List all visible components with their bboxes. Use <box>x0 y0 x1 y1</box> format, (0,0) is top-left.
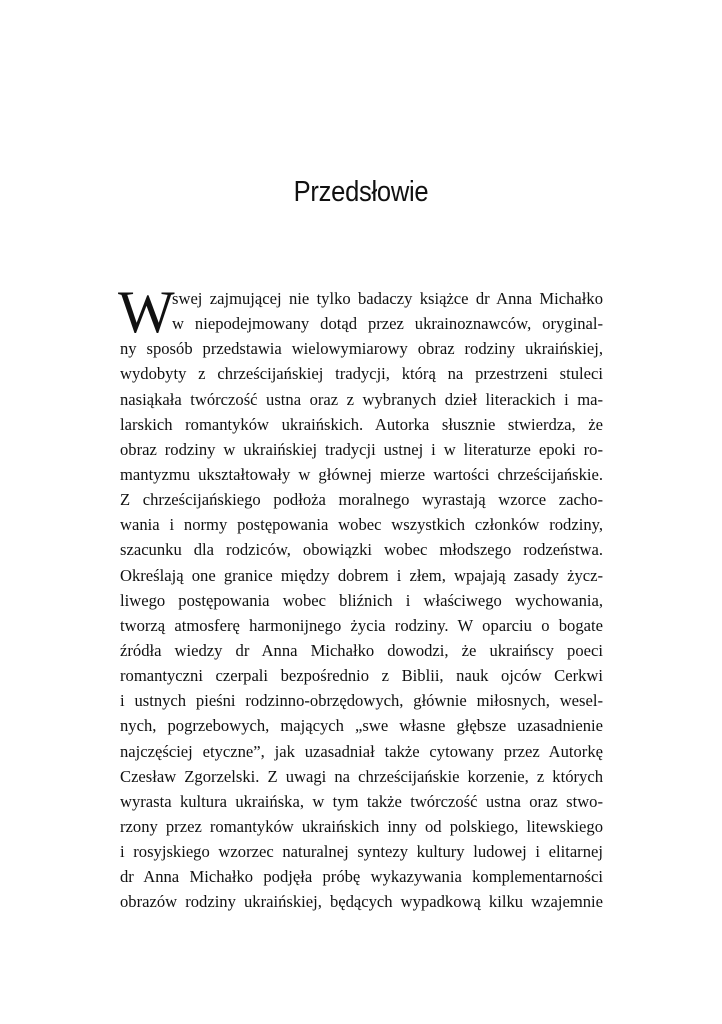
text-line: wania i normy postępowania wobec wszystkich członków rodziny, <box>120 515 603 535</box>
text-line: liwego postępowania wobec bliźnich i właściwego wychowania, <box>120 590 603 610</box>
text-line: mantyzmu ukształtowały w głównej mierze wartości chrześcijańskie. <box>120 464 603 484</box>
text-line: i ustnych pieśni rodzinno-obrzędowych, głównie miłosnych, wesel- <box>120 691 603 711</box>
text-line: ny sposób przedstawia wielowymiarowy obraz rodziny ukraińskiej, <box>120 339 603 359</box>
text-line: szacunku dla rodziców, obowiązki wobec młodszego rodzeństwa. <box>120 540 603 560</box>
text-line: dr Anna Michałko podjęła próbę wykazywania komplementarności <box>120 867 603 887</box>
text-line: swej zajmującej nie tylko badaczy książce dr Anna Michałko <box>172 289 603 308</box>
text-line: Określają one granice między dobrem i złem, wpajają zasady życz- <box>120 565 603 585</box>
text-line: tworzą atmosferę harmonijnego życia rodziny. W oparciu o bogate <box>120 615 603 635</box>
body-paragraph <box>118 279 603 915</box>
text-line: romantyczni czerpali bezpośrednio z Biblii, nauk ojców Cerkwi <box>120 666 603 686</box>
text-line: obraz rodziny w ukraińskiej tradycji ustnej i w literaturze epoki ro- <box>120 439 603 459</box>
chapter-title: Przedsłowie <box>293 176 429 208</box>
text-line: nasiąkała twórczość ustna oraz z wybranych dzieł literackich i ma- <box>120 389 603 409</box>
text-line: larskich romantyków ukraińskich. Autorka słusznie stwierdza, że <box>120 414 603 434</box>
text-line: najczęściej etyczne”, jak uzasadniał także cytowany przez Autorkę <box>120 741 603 761</box>
text-line: wyrasta kultura ukraińska, w tym także twórczość ustna oraz stwo- <box>120 791 603 811</box>
drop-cap-letter: W <box>118 279 175 345</box>
text-line: rzony przez romantyków ukraińskich inny od polskiego, litewskiego <box>120 816 603 836</box>
text-line: nych, pogrzebowych, mających „swe własne głębsze uzasadnienie <box>120 716 603 736</box>
text-line: obrazów rodziny ukraińskiej, będących wypadkową kilku wzajemnie <box>120 892 603 912</box>
text-line: i rosyjskiego wzorzec naturalnej syntezy kultury ludowej i elitarnej <box>120 842 603 862</box>
text-line: w niepodejmowany dotąd przez ukrainoznawców, oryginal- <box>172 314 603 334</box>
text-line: źródła wiedzy dr Anna Michałko dowodzi, że ukraińscy poeci <box>120 640 603 660</box>
text-line: Czesław Zgorzelski. Z uwagi na chrześcijańskie korzenie, z których <box>120 766 603 786</box>
text-line: Z chrześcijańskiego podłoża moralnego wyrastają wzorce zacho- <box>120 490 603 510</box>
text-line: wydobyty z chrześcijańskiej tradycji, którą na przestrzeni stuleci <box>120 364 603 384</box>
